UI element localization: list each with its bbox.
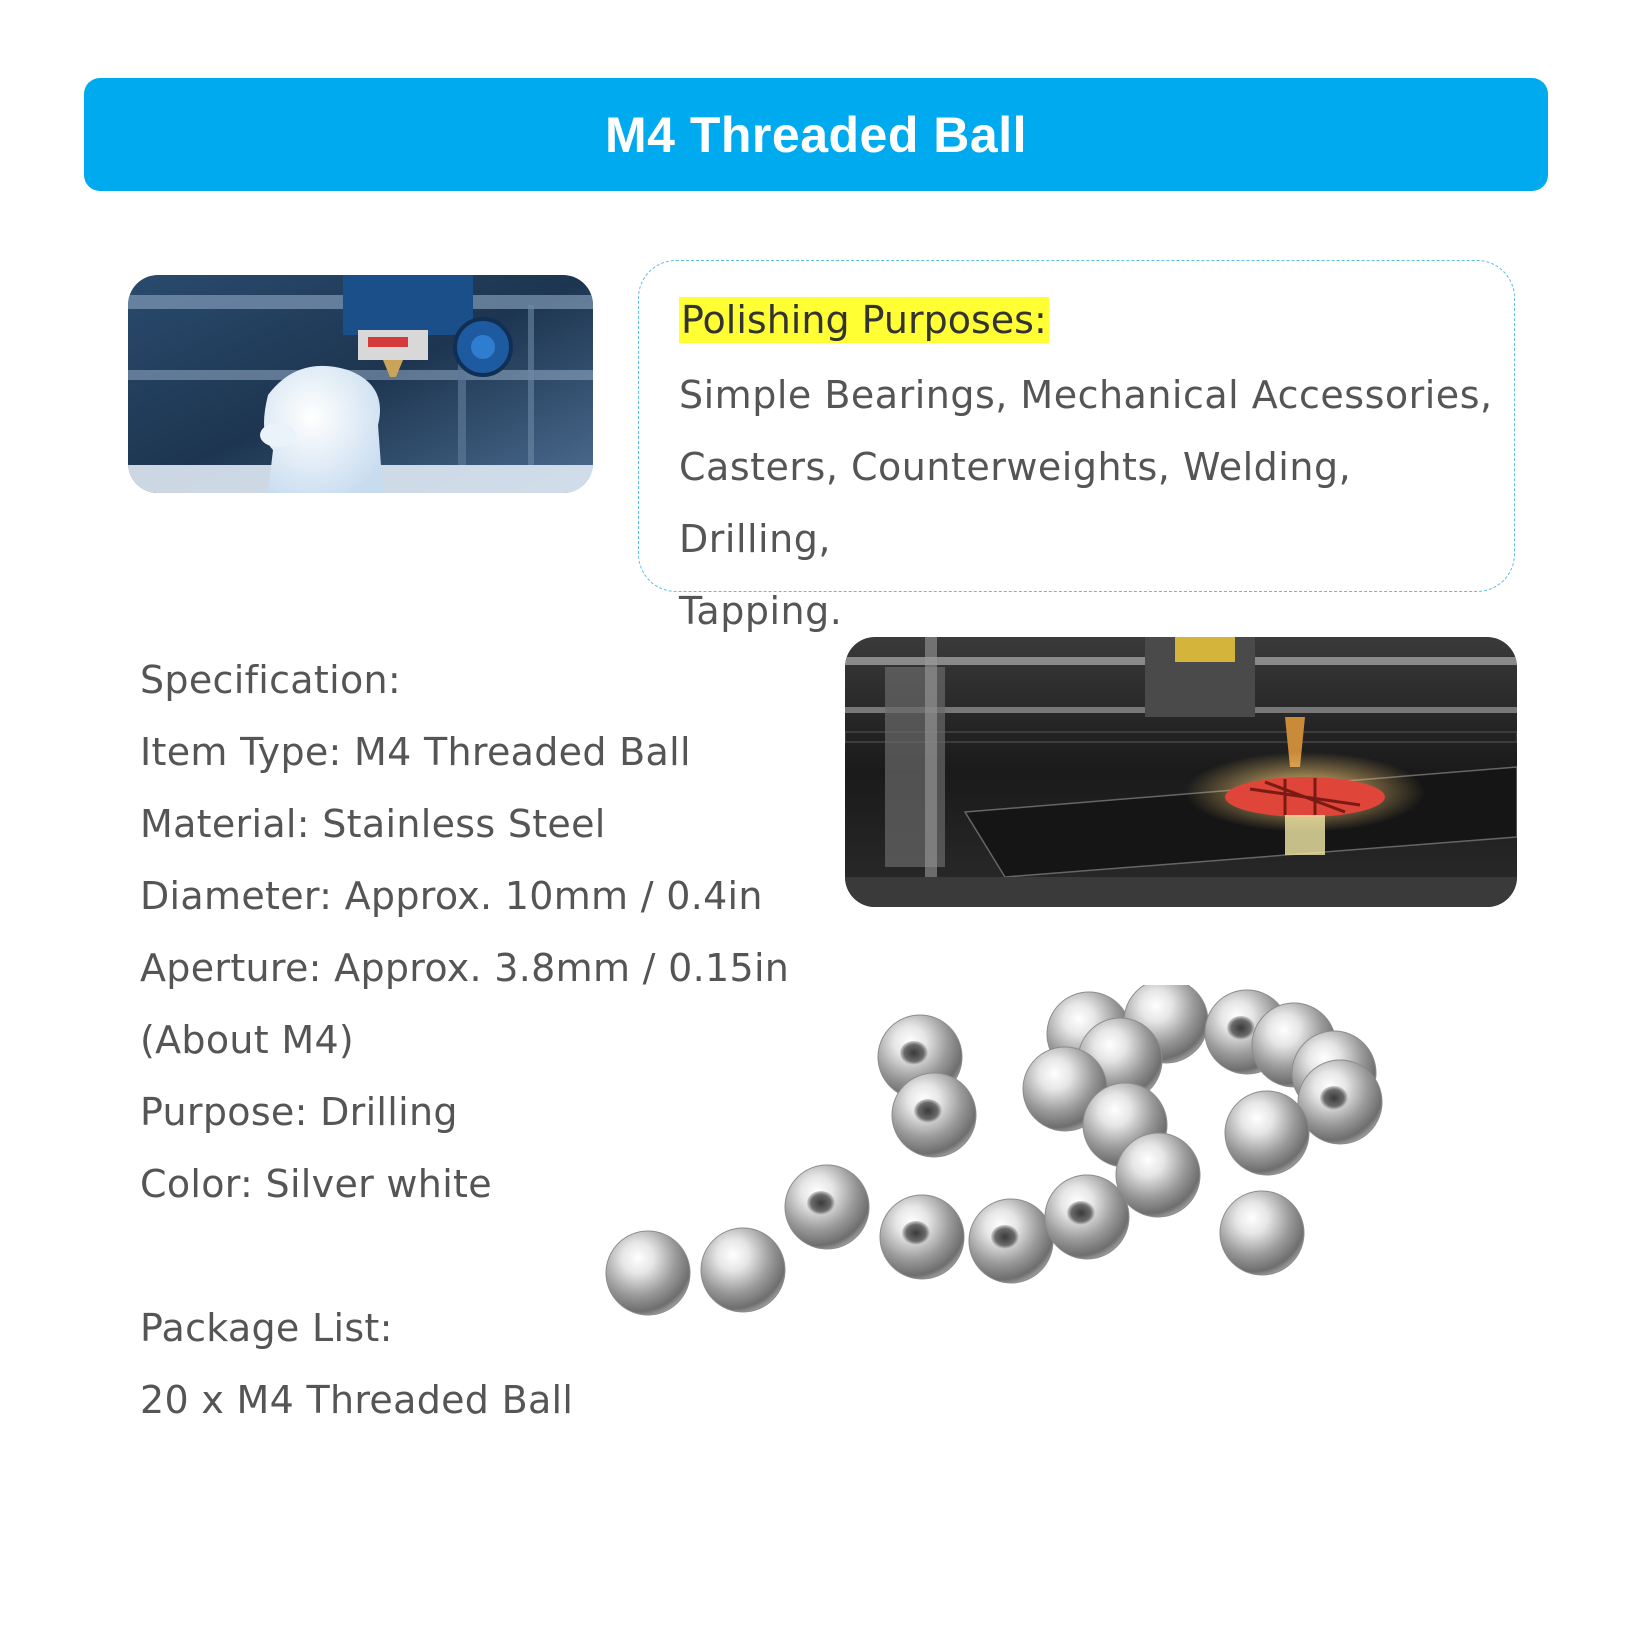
package-heading: Package List: <box>140 1306 393 1350</box>
spec-purpose: Purpose: Drilling <box>140 1090 458 1134</box>
spec-diameter: Diameter: Approx. 10mm / 0.4in <box>140 874 763 918</box>
spec-material: Material: Stainless Steel <box>140 802 606 846</box>
purposes-line: Simple Bearings, Mechanical Accessories, <box>679 373 1493 417</box>
threaded-ball <box>1220 1191 1304 1275</box>
spec-item-type: Item Type: M4 Threaded Ball <box>140 730 691 774</box>
threaded-ball <box>1116 1133 1200 1217</box>
spec-color: Color: Silver white <box>140 1162 492 1206</box>
threaded-hole <box>902 1221 930 1245</box>
printer-photo-top <box>128 275 593 493</box>
spec-aperture-note: (About M4) <box>140 1018 355 1062</box>
printer-bed-image <box>845 637 1517 907</box>
spec-aperture: Aperture: Approx. 3.8mm / 0.15in <box>140 946 790 990</box>
purposes-box <box>638 260 1515 633</box>
threaded-ball <box>606 1231 690 1315</box>
printer-nozzle-image <box>128 275 593 493</box>
threaded-ball <box>880 1195 964 1279</box>
threaded-ball <box>1225 1091 1309 1175</box>
threaded-hole <box>1320 1086 1348 1110</box>
threaded-ball <box>892 1073 976 1157</box>
package-contents: 20 x M4 Threaded Ball <box>140 1378 574 1422</box>
threaded-hole <box>991 1225 1019 1249</box>
specification-heading: Specification: <box>140 658 401 702</box>
threaded-ball <box>701 1228 785 1312</box>
printer-photo-middle <box>845 637 1517 907</box>
purposes-heading: Polishing Purposes: <box>681 298 1047 342</box>
threaded-hole <box>900 1041 928 1065</box>
threaded-hole <box>1067 1201 1095 1225</box>
threaded-ball <box>1045 1175 1129 1259</box>
threaded-hole <box>914 1099 942 1123</box>
threaded-ball <box>969 1199 1053 1283</box>
page-title: M4 Threaded Ball <box>605 106 1027 163</box>
threaded-ball <box>1298 1060 1382 1144</box>
purposes-line: Casters, Counterweights, Welding, Drilling, <box>679 445 1352 561</box>
purposes-line: Tapping. <box>679 589 843 633</box>
threaded-ball <box>785 1165 869 1249</box>
threaded-hole <box>1227 1016 1255 1040</box>
threaded-hole <box>807 1191 835 1215</box>
title-banner <box>84 78 1548 191</box>
purposes-body <box>679 359 1499 647</box>
threaded-balls-illustration <box>600 985 1500 1385</box>
threaded-balls-image <box>600 985 1500 1385</box>
